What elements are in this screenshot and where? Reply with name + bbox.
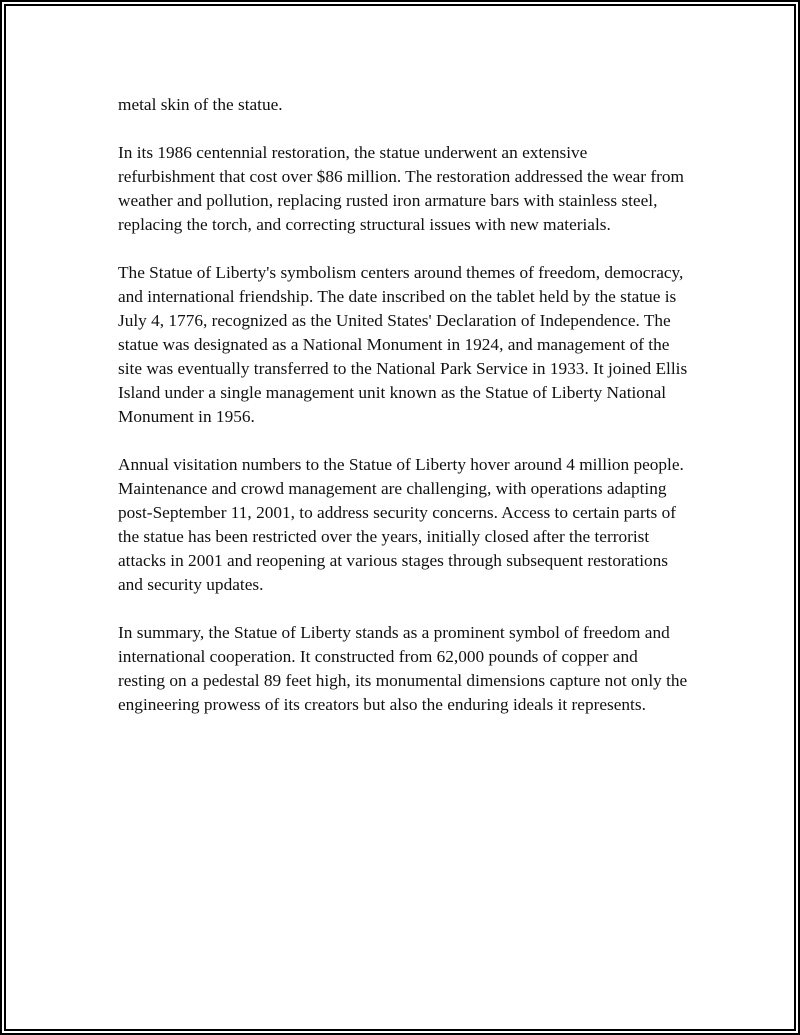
paragraph-restoration: In its 1986 centennial restoration, the statue underwent an extensive refurbishment that cost over $86 million. The restoration addressed the wear from weather and pollution, replacing rusted iron armature bars with stainless steel, replacing the torch, and correcting structural issues with new materials. (118, 143, 684, 234)
paragraph-continuation: metal skin of the statue. (118, 95, 283, 114)
paragraph-visitation: Annual visitation numbers to the Statue of Liberty hover around 4 million people. Maintenance and crowd management are challenging, with operations adapting post-September 11, 2001, to address security concerns. Access to certain parts of the statue has been restricted over the years, initially closed after the terrorist attacks in 2001 and reopening at various stages through subsequent restorations and security updates. (118, 455, 684, 594)
paragraph-symbolism: The Statue of Liberty's symbolism centers around themes of freedom, democracy, and international friendship. The date inscribed on the tablet held by the statue is July 4, 1776, recognized as the United States' Declaration of Independence. The statue was designated as a National Monument in 1924, and management of the site was eventually transferred to the National Park Service in 1933. It joined Ellis Island under a single management unit known as the Statue of Liberty National Monument in 1956. (118, 263, 688, 426)
paragraph-summary: In summary, the Statue of Liberty stands as a prominent symbol of freedom and international cooperation. It constructed from 62,000 pounds of copper and resting on a pedestal 89 feet high, its monumental dimensions capture not only the engineering prowess of its creators but also the enduring ideals it represents. (118, 623, 688, 714)
document-body (118, 93, 688, 741)
